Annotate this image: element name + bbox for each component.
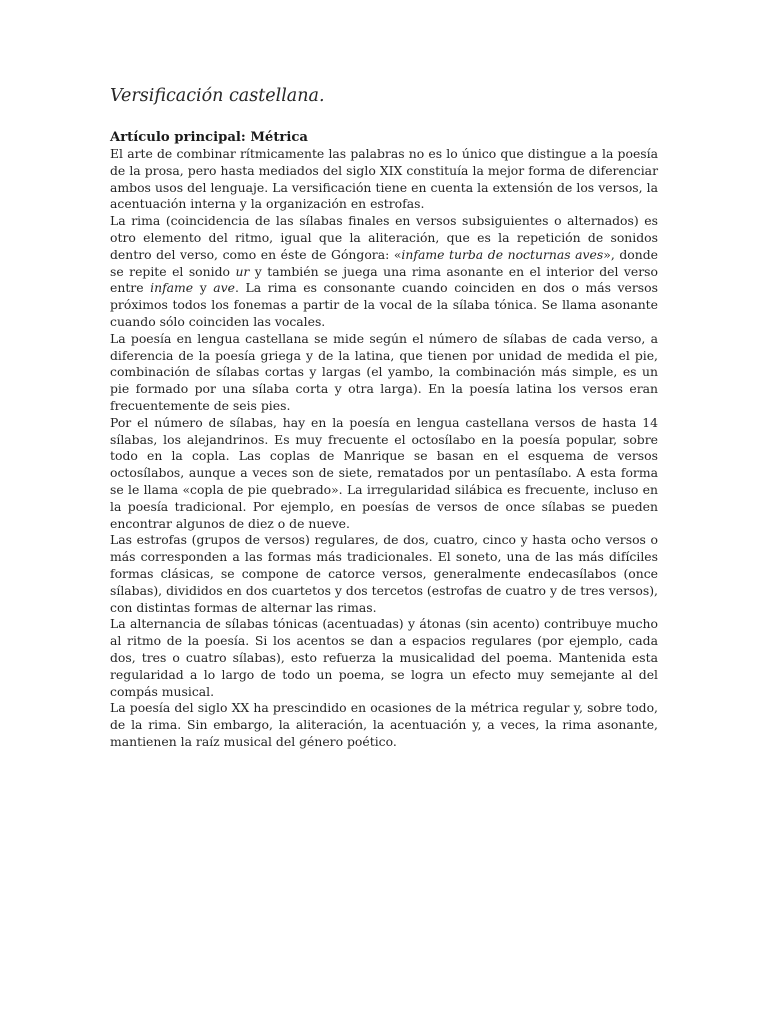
section-heading: Artículo principal: Métrica bbox=[110, 130, 308, 145]
document-page bbox=[110, 84, 658, 751]
paragraph-6: La alternancia de sílabas tónicas (acentuadas) y átonas (sin acento) contribuye mucho al ritmo de la poesía. Si los acentos se dan a espacios regulares (por ejemplo, cada dos, tres o cuatro sílabas), esto refuerza la musicalidad del poema. Mantenida esta regularidad a lo largo de todo un poema, se logra un efecto muy semejante al del compás musical. bbox=[110, 616, 658, 699]
word-infame: infame bbox=[150, 280, 194, 296]
paragraph-2-text-c: y también se juega una rima asonante en el interior del verso entre bbox=[110, 263, 658, 296]
paragraph-2 bbox=[110, 213, 658, 331]
paragraph-2-text-e: . La rima es consonante cuando coinciden en dos o más versos próximos todos los fonemas a partir de la vocal de la sílaba tónica. Se llama asonante cuando sólo coinciden las vocales. bbox=[110, 280, 658, 329]
paragraph-3: La poesía en lengua castellana se mide según el número de sílabas de cada verso, a diferencia de la poesía griega y de la latina, que tienen por unidad de medida el pie, combinación de sílabas cortas y largas (el yambo, la combinación más simple, es un pie formado por una sílaba corta y otra larga). En la poesía latina los versos eran frecuentemente de seis pies. bbox=[110, 330, 658, 413]
paragraph-2-text-d: y bbox=[193, 280, 214, 296]
paragraph-5: Las estrofas (grupos de versos) regulares, de dos, cuatro, cinco y hasta ocho versos o más corresponden a las formas más tradicionales. El soneto, una de las más difíciles formas clásicas, se compone de catorce versos, generalmente endecasílabos (once sílabas), divididos en dos cuartetos y dos tercetos (estrofas de cuatro y de tres versos), con distintas formas de alternar las rimas. bbox=[110, 532, 658, 615]
sound-ur: ur bbox=[235, 263, 250, 279]
paragraph-1: El arte de combinar rítmicamente las palabras no es lo único que distingue a la poesía de la prosa, pero hasta mediados del siglo XIX constituía la mejor forma de diferenciar ambos usos del lenguaje. La versificación tiene en cuenta la extensión de los versos, la acentuación interna y la organización en estrofas. bbox=[110, 146, 658, 212]
word-ave: ave bbox=[213, 280, 235, 296]
document-title: Versificación castellana. bbox=[110, 86, 325, 106]
paragraph-2-text-a: La rima (coincidencia de las sílabas finales en versos subsiguientes o alternados) es otro elemento del ritmo, igual que la aliteración, que es la repetición de sonidos dentro del verso, como en éste de Góngora: « bbox=[110, 213, 658, 262]
paragraph-7: La poesía del siglo XX ha prescindido en ocasiones de la métrica regular y, sobre todo, de la rima. Sin embargo, la aliteración, la acentuación y, a veces, la rima asonante, mantienen la raíz musical del género poético. bbox=[110, 700, 658, 749]
paragraph-2-text-b: », donde se repite el sonido bbox=[110, 246, 658, 279]
paragraph-4: Por el número de sílabas, hay en la poesía en lengua castellana versos de hasta 14 sílabas, los alejandrinos. Es muy frecuente el octosílabo en la poesía popular, sobre todo en la copla. Las coplas de Manrique se basan en el esquema de versos octosílabos, aunque a veces son de siete, rematados por un pentasílabo. A esta forma se le llama «copla de pie quebrado». La irregularidad silábica es frecuente, incluso en la poesía tradicional. Por ejemplo, en poesías de versos de once sílabas se pueden encontrar algunos de diez o de nueve. bbox=[110, 414, 658, 531]
gongora-quote: infame turba de nocturnas aves bbox=[401, 246, 604, 262]
